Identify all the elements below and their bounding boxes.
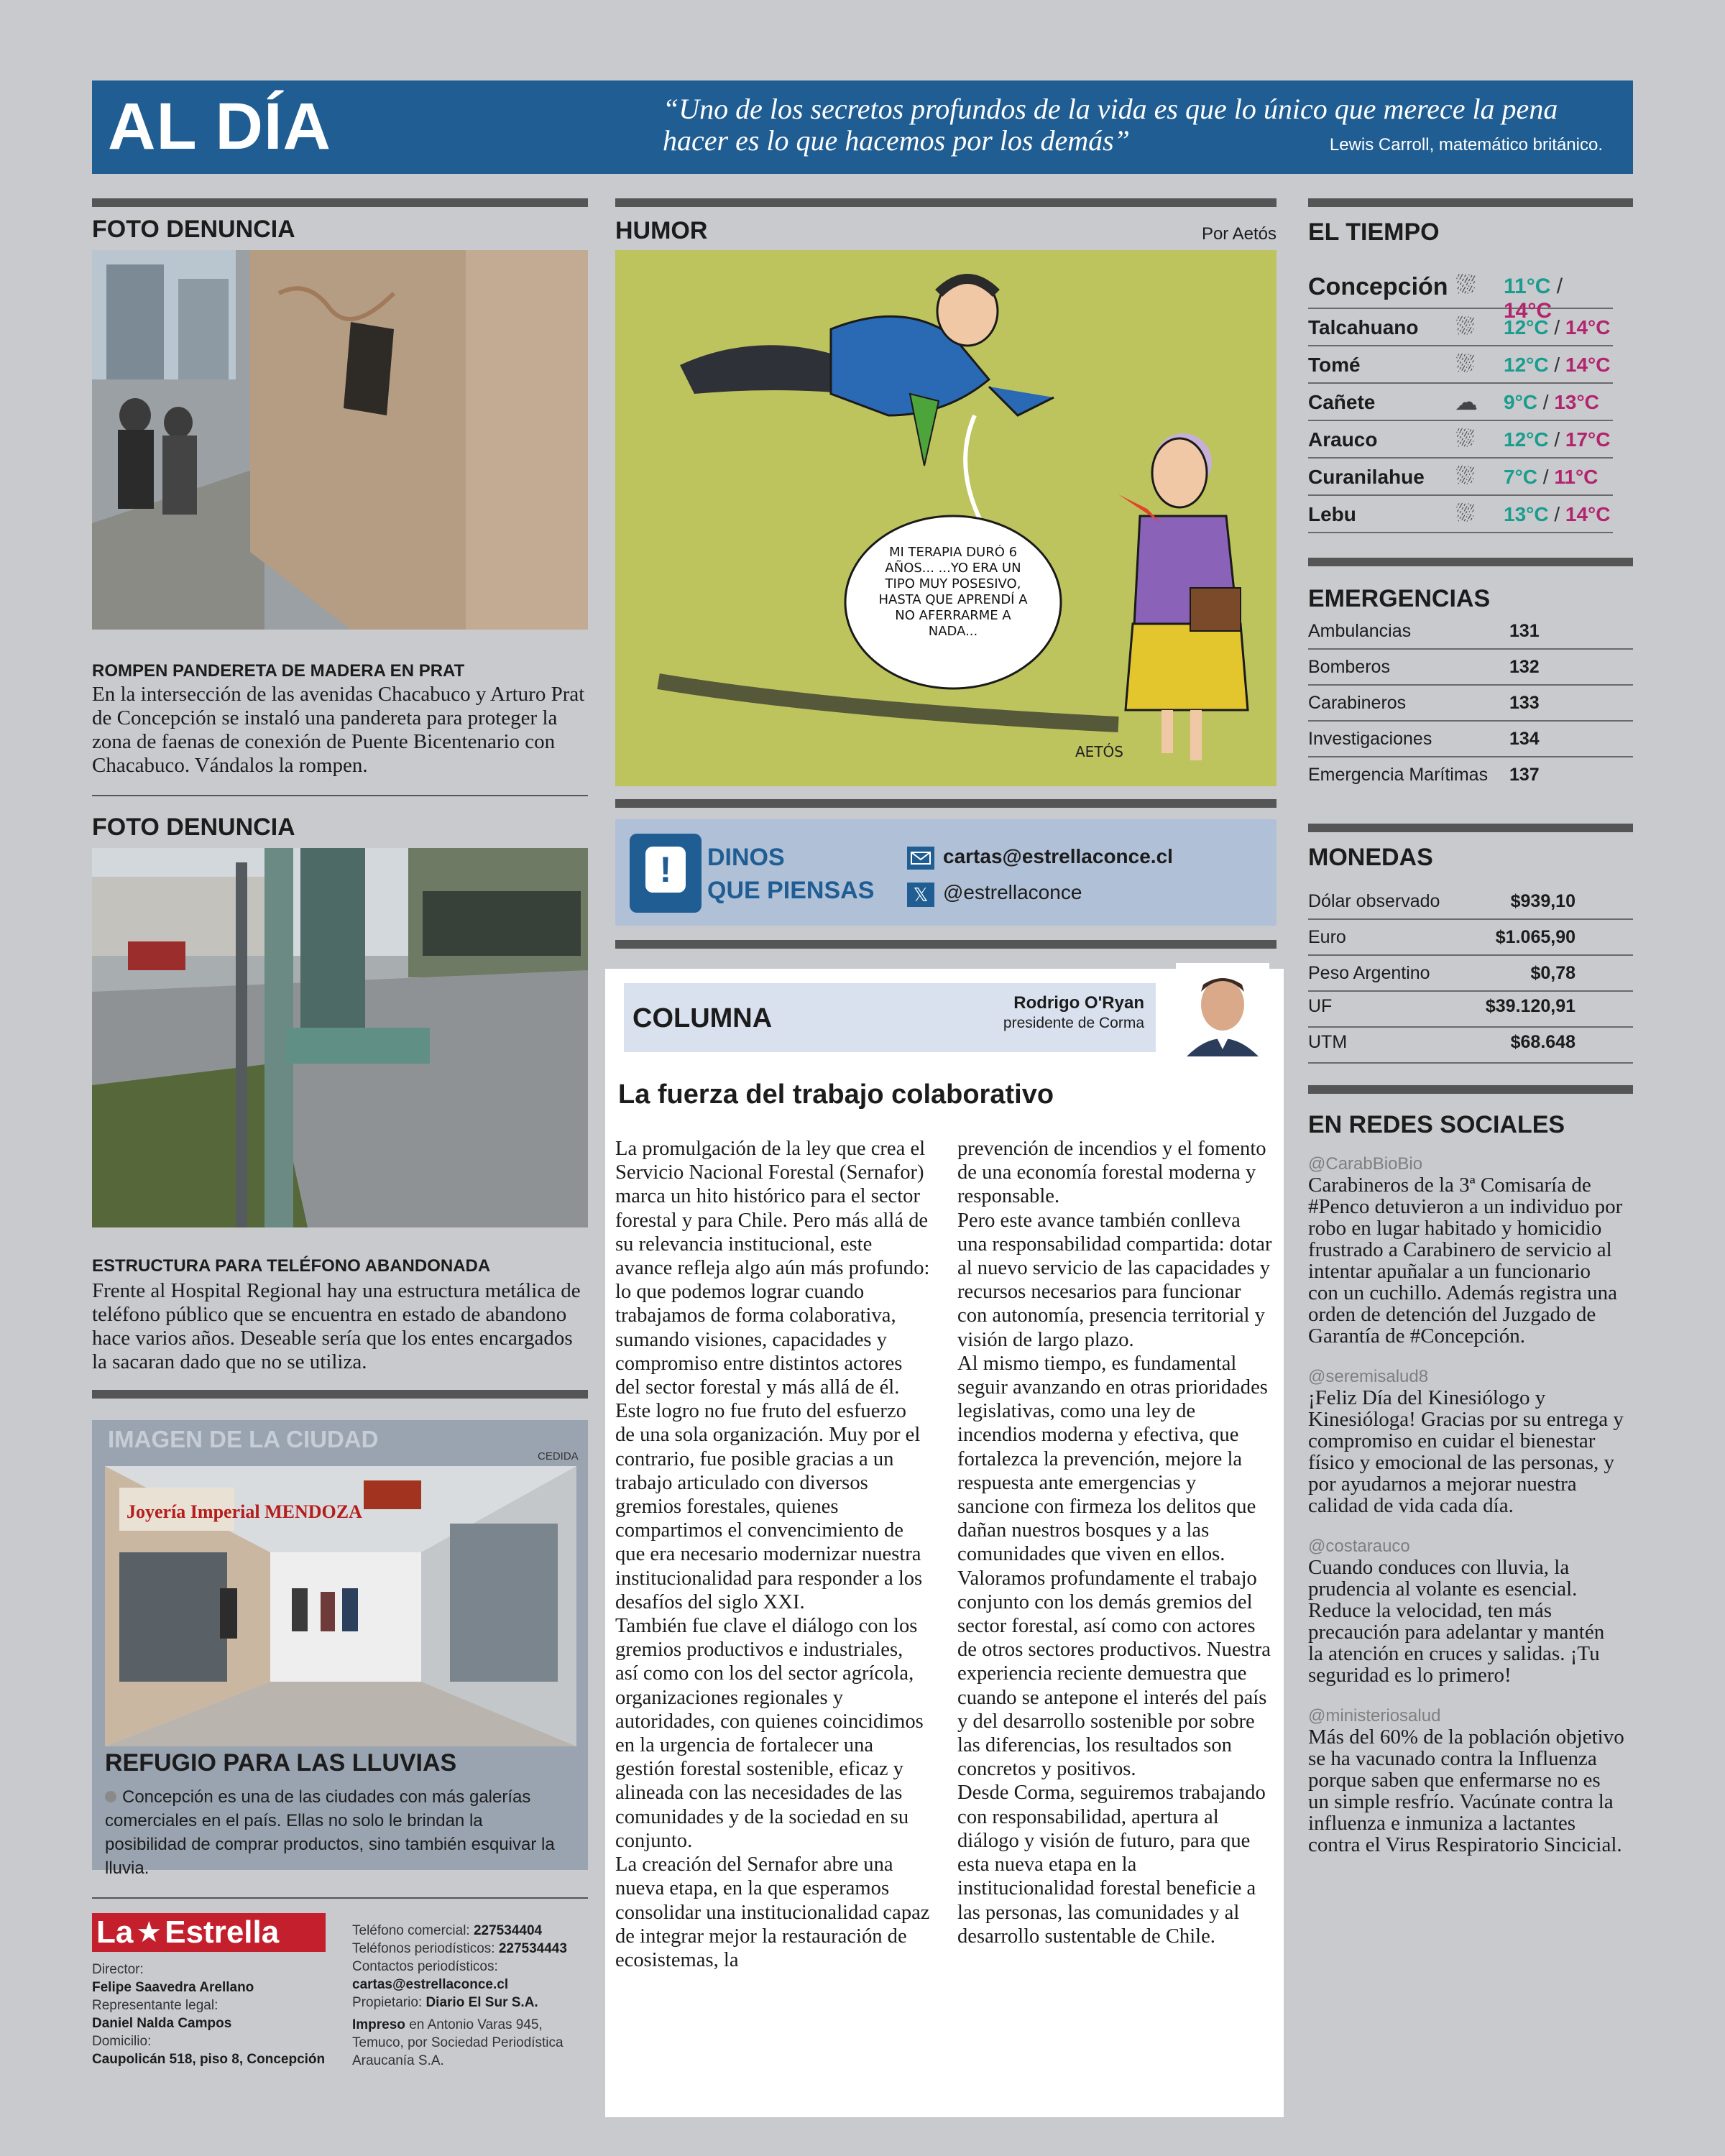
city-image-headline: REFUGIO PARA LAS LLUVIAS xyxy=(105,1749,457,1777)
header-quote: “Uno de los secretos profundos de la vida es que lo único que merece la pena hacer es lo que hacemos por los demás” xyxy=(663,93,1558,157)
emergency-row xyxy=(1308,757,1633,792)
masthead-staff xyxy=(92,1961,329,2068)
caption-body: Frente al Hospital Regional hay una estructura metálica de teléfono público que se encuentra en estado de abandono hace varios años. Deseable sería que los entes encargados la sacaran dado que no se utiliza. xyxy=(92,1279,581,1373)
x-social-icon: 𝕏 xyxy=(907,883,934,907)
weather-row xyxy=(1308,346,1613,384)
paragraph: Este logro no fue fruto del esfuerzo de una sola organización. Muy por el contrario, fue posible gracias a un trabajo articulado con diversos gremios forestales, quienes compartimos el convencimiento de que era necesario modernizar nuestra institucionalidad para responder a los desafíos del siglo XXI. xyxy=(615,1400,923,1613)
exclamation-speech-icon: ! xyxy=(630,834,702,913)
paragraph: Pero este avance también conlleva una responsabilidad compartida: dotar al nuevo servicio de las capacidades y recursos necesarios para funcionar con autonomía, presencia territorial y visión de largo plazo. xyxy=(957,1209,1272,1351)
emergency-name: Ambulancias xyxy=(1308,621,1412,641)
weather-temp: 11°C / 14°C xyxy=(1504,275,1563,323)
currency-row xyxy=(1308,956,1633,992)
emergency-name: Carabineros xyxy=(1308,693,1407,713)
rep-label: Representante legal: xyxy=(92,1998,218,2013)
humor-byline: Por Aetós xyxy=(1201,224,1276,244)
weather-table xyxy=(1308,266,1613,533)
city-image-body xyxy=(105,1785,565,1880)
emergency-number: 131 xyxy=(1509,621,1540,641)
weather-row xyxy=(1308,309,1613,346)
column-author: Rodrigo O'Ryan xyxy=(1013,993,1144,1013)
weather-row xyxy=(1308,266,1613,323)
emergency-row xyxy=(1308,614,1633,650)
column-text-col1 xyxy=(615,1137,930,1972)
section-rule xyxy=(615,198,1276,207)
caption-headline: ESTRUCTURA PARA TELÉFONO ABANDONADA xyxy=(92,1256,491,1276)
social-post xyxy=(1308,1706,1624,1856)
speech-bubble-text: MI TERAPIA DURÓ 6 AÑOS... ...YO ERA UN TIPO MUY POSESIVO, HASTA QUE APRENDÍ A NO AFERRARME A NADA... xyxy=(878,545,1028,639)
svg-text:AETÓS: AETÓS xyxy=(1075,743,1123,760)
weather-row xyxy=(1308,459,1613,496)
section-rule xyxy=(1308,198,1633,207)
emergency-name: Investigaciones xyxy=(1308,729,1432,749)
weather-temp: 12°C / 14°C xyxy=(1504,354,1611,376)
social-posts xyxy=(1308,1154,1624,1856)
la-estrella-logo xyxy=(92,1913,326,1952)
photo-credit: CEDIDA xyxy=(538,1450,579,1462)
weather-temp: 12°C / 17°C xyxy=(1504,428,1611,451)
rain-icon: ⛆ xyxy=(1456,463,1475,489)
humor-cartoon xyxy=(615,250,1276,786)
dom-address: Caupolicán 518, piso 8, Concepción xyxy=(92,2052,326,2067)
rain-icon: ⛆ xyxy=(1456,425,1475,451)
currency-value: $939,10 xyxy=(1510,891,1576,911)
emergency-name: Emergencia Marítimas xyxy=(1308,765,1489,785)
logo-estrella: Estrella xyxy=(165,1915,280,1950)
contact-email: cartas@estrellaconce.cl xyxy=(352,1977,509,1992)
social-post xyxy=(1308,1537,1624,1686)
print-info: en Antonio Varas 945, Temuco, por Sociedad Periodística Araucanía S.A. xyxy=(352,2017,564,2068)
currency-name: UF xyxy=(1308,996,1333,1016)
currency-name: UTM xyxy=(1308,1032,1348,1052)
tel-per-label: Teléfonos periodísticos: xyxy=(352,1941,495,1956)
social-handle: @seremisalud8 xyxy=(1308,1367,1429,1386)
dinos-title-2: QUE PIENSAS xyxy=(707,877,875,904)
weather-row xyxy=(1308,384,1613,421)
weather-row xyxy=(1308,421,1613,459)
currency-row xyxy=(1308,992,1633,1028)
weather-city: Tomé xyxy=(1308,354,1361,376)
currency-name: Peso Argentino xyxy=(1308,963,1430,983)
director-label: Director: xyxy=(92,1962,144,1977)
section-rule xyxy=(615,799,1276,808)
weather-city: Cañete xyxy=(1308,391,1376,413)
dinos-email[interactable]: cartas@estrellaconce.cl xyxy=(943,845,1173,867)
quote-author: Lewis Carroll, matemático británico. xyxy=(1329,135,1603,155)
tel-com: 227534404 xyxy=(473,1923,543,1938)
divider xyxy=(92,795,588,796)
currency-value: $68.648 xyxy=(1510,1032,1576,1052)
currency-name: Dólar observado xyxy=(1308,891,1440,911)
section-rule xyxy=(92,1390,588,1399)
dom-label: Domicilio: xyxy=(92,2034,152,2049)
emergency-number: 133 xyxy=(1509,693,1540,713)
masthead-contacts xyxy=(352,1922,589,2070)
section-rule xyxy=(1308,1085,1633,1094)
currency-row xyxy=(1308,884,1633,920)
emergency-number: 137 xyxy=(1509,765,1540,785)
cloud-icon: ☁ xyxy=(1455,389,1478,415)
currency-value: $39.120,91 xyxy=(1485,996,1576,1016)
social-post-text: Cuando conduces con lluvia, la prudencia al volante es esencial. Reduce la velocidad, ten más precaución para adelantar y mantén la atención en cruces y salidas. ¡Tu seguridad es lo primero! xyxy=(1308,1556,1605,1687)
rain-icon: ⛆ xyxy=(1456,272,1476,299)
svg-text:Joyería Imperial MENDOZA: Joyería Imperial MENDOZA xyxy=(126,1501,362,1522)
section-title: AL DÍA xyxy=(108,90,331,163)
foto-denuncia-label: FOTO DENUNCIA xyxy=(92,814,295,841)
currency-row xyxy=(1308,1028,1633,1064)
section-rule xyxy=(92,198,588,207)
emergency-row xyxy=(1308,686,1633,722)
social-handle: @ministeriosalud xyxy=(1308,1706,1441,1726)
paragraph: También fue clave el diálogo con los gremios productivos e industriales, así como con los del sector agrícola, organizaciones regionales y autoridades, con quienes coincidimos en la urgencia de fortalecer una gestión forestal sostenible, eficaz y alineada con las necesidades de las comunidades y de la sociedad en su conjunto. xyxy=(615,1615,924,1852)
weather-city: Arauco xyxy=(1308,428,1378,451)
social-post-text: Carabineros de la 3ª Comisaría de #Penco detuvieron a un individuo por robo en lugar habitado y homicidio frustrado a Carabinero de servicio al intentar apuñalar a un funcionario con un cuchillo. Además registra una orden de detención del Juzgado de Garantía de #Concepción. xyxy=(1308,1174,1623,1348)
photo-wall-fence xyxy=(92,250,588,630)
social-post-text: ¡Feliz Día del Kinesiólogo y Kinesióloga! Gracias por su entrega y compromiso en cuidar el bienestar físico y emocional de las personas, y por ayudarnos a mejorar nuestra calidad de vida cada día. xyxy=(1308,1386,1624,1517)
monedas-table xyxy=(1308,884,1633,1064)
emergency-number: 134 xyxy=(1509,729,1540,749)
owner-name: Diario El Sur S.A. xyxy=(426,1995,538,2010)
column-author-role: presidente de Corma xyxy=(1003,1015,1144,1031)
city-image-text: Concepción es una de las ciudades con más galerías comerciales en el país. Ellas no solo le brindan la posibilidad de comprar productos, sino también esquivar la lluvia. xyxy=(105,1787,555,1878)
rain-icon: ⛆ xyxy=(1456,351,1475,377)
emergencias-table xyxy=(1308,614,1633,792)
weather-city: Lebu xyxy=(1308,503,1356,525)
city-image-label: IMAGEN DE LA CIUDAD xyxy=(108,1426,379,1452)
emergency-row xyxy=(1308,650,1633,686)
paragraph: La promulgación de la ley que crea el Servicio Nacional Forestal (Sernafor) marca un hito histórico para el sector forestal y para Chile. Pero más allá de su relevancia institucional, este avance refleja algo aún más profundo: lo que podemos lograr cuando trabajamos de forma colaborativa, sumando visiones, capacidades y compromiso entre distintos actores del sector forestal y más allá de él. xyxy=(615,1138,930,1399)
paragraph: La creación del Sernafor abre una nueva etapa, en la que esperamos consolidar una institucionalidad capaz de integrar mejor la restauración de ecosistemas, la xyxy=(615,1853,930,1971)
weather-city: Talcahuano xyxy=(1308,316,1419,338)
rep-name: Daniel Nalda Campos xyxy=(92,2016,232,2031)
divider xyxy=(92,1897,588,1899)
redes-label: EN REDES SOCIALES xyxy=(1308,1111,1565,1138)
star-icon: ★ xyxy=(136,1917,162,1948)
column-title: La fuerza del trabajo colaborativo xyxy=(618,1079,1054,1110)
photo-shopping-gallery xyxy=(105,1466,576,1746)
currency-row xyxy=(1308,920,1633,956)
tel-per: 227534443 xyxy=(498,1941,567,1956)
bullet-dot-icon xyxy=(105,1791,116,1802)
social-handle: @CarabBioBio xyxy=(1308,1154,1423,1174)
weather-label: EL TIEMPO xyxy=(1308,218,1440,246)
social-post-text: Más del 60% de la población objetivo se ha vacunado contra la Influenza porque saben que enfermarse no es un simple resfrío. Vacúnate contra la influenza e inmuniza a lactantes contra el Virus Respiratorio Sincicial. xyxy=(1308,1726,1624,1856)
owner-label: Propietario: xyxy=(352,1995,423,2010)
column-label: COLUMNA xyxy=(632,1003,773,1033)
paragraph: Desde Corma, seguiremos trabajando con responsabilidad, apertura al diálogo y visión de futuro, para que esta nueva etapa en la institucionalidad forestal beneficie a las personas, las comunidades y al desarrollo sustentable de Chile. xyxy=(957,1782,1266,1948)
paragraph: Valoramos profundamente el trabajo conjunto con los demás gremios del sector forestal, así como con actores de otros sectores productivos. Nuestra experiencia reciente demuestra que cuando se antepone el interés del país y del desarrollo sostenible por sobre las diferencias, los resultados son concretos y positivos. xyxy=(957,1567,1271,1781)
currency-value: $1.065,90 xyxy=(1495,927,1576,947)
rain-icon: ⛆ xyxy=(1456,500,1475,526)
paragraph: Al mismo tiempo, es fundamental seguir avanzando en otras prioridades legislativas, como una ley de incendios moderna y efectiva, que fortalezca la prevención, mejore la respuesta ante emergencias y sancione con firmeza los delitos que dañan nuestros bosques y a las comunidades que viven en ellos. xyxy=(957,1352,1268,1566)
monedas-label: MONEDAS xyxy=(1308,844,1433,871)
caption-headline: ROMPEN PANDERETA DE MADERA EN PRAT xyxy=(92,661,465,681)
weather-temp: 12°C / 14°C xyxy=(1504,316,1611,338)
contact-label: Contactos periodísticos: xyxy=(352,1959,498,1974)
dinos-title xyxy=(707,841,874,907)
mail-icon xyxy=(907,847,934,870)
dinos-social[interactable]: @estrellaconce xyxy=(943,881,1082,903)
weather-city: Curanilahue xyxy=(1308,466,1425,488)
director-name: Felipe Saavedra Arellano xyxy=(92,1980,254,1995)
emergencias-label: EMERGENCIAS xyxy=(1308,585,1491,612)
photo-abandoned-phone-structure xyxy=(92,848,588,1227)
weather-row xyxy=(1308,496,1613,533)
section-rule xyxy=(1308,824,1633,832)
caption-body: En la intersección de las avenidas Chacabuco y Arturo Prat de Concepción se instaló una pandereta para proteger la zona de faenas de conexión de Puente Bicentenario con Chacabuco. Vándalos la rompen. xyxy=(92,683,585,777)
section-rule xyxy=(1308,558,1633,566)
paragraph: prevención de incendios y el fomento de una economía forestal moderna y responsable. xyxy=(957,1138,1266,1208)
dinos-title-1: DINOS xyxy=(707,844,785,871)
section-rule xyxy=(615,940,1276,949)
column-text-col2 xyxy=(957,1137,1272,1948)
social-handle: @costarauco xyxy=(1308,1537,1410,1556)
tel-com-label: Teléfono comercial: xyxy=(352,1923,470,1938)
print-label: Impreso xyxy=(352,2017,405,2032)
emergency-number: 132 xyxy=(1509,657,1540,677)
currency-value: $0,78 xyxy=(1530,963,1576,983)
author-portrait xyxy=(1176,963,1269,1056)
emergency-row xyxy=(1308,722,1633,757)
weather-temp: 7°C / 11°C xyxy=(1504,466,1598,488)
humor-label: HUMOR xyxy=(615,217,708,244)
foto-denuncia-label: FOTO DENUNCIA xyxy=(92,216,295,243)
social-post xyxy=(1308,1154,1624,1347)
weather-temp: 9°C / 13°C xyxy=(1504,391,1599,413)
weather-temp: 13°C / 14°C xyxy=(1504,503,1611,525)
weather-city: Concepción xyxy=(1308,273,1448,300)
emergency-name: Bomberos xyxy=(1308,657,1390,677)
social-post xyxy=(1308,1367,1624,1516)
logo-la: La xyxy=(96,1915,134,1950)
currency-name: Euro xyxy=(1308,927,1346,947)
rain-icon: ⛆ xyxy=(1456,313,1475,339)
